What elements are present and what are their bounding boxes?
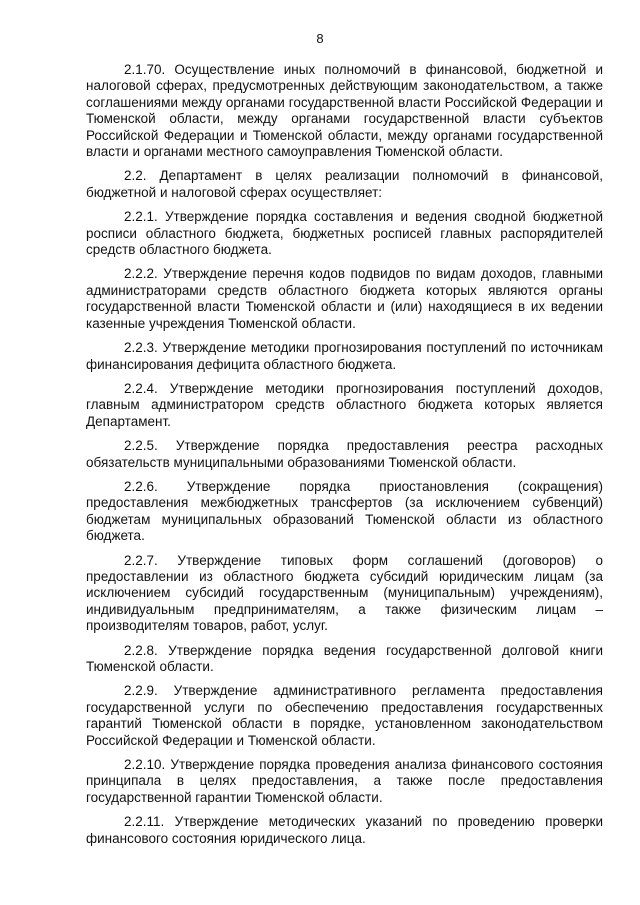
paragraph-2-2-1: 2.2.1. Утверждение порядка составления и ведения сводной бюджетной росписи областного бюджета, бюджетных росписей главных распорядителей средств областного бюджета. (86, 209, 603, 258)
paragraph-2-2-8: 2.2.8. Утверждение порядка ведения государственной долговой книги Тюменской области. (86, 642, 603, 674)
paragraph-2-2-6: 2.2.6. Утверждение порядка приостановления (сокращения) предоставления межбюджетных трансфертов (за исключением субвенций) бюджетам муниципальных образований Тюменской области из областного бюджета. (86, 478, 603, 544)
paragraph-2-2-2: 2.2.2. Утверждение перечня кодов подвидов по видам доходов, главными администраторами средств областного бюджета которых являются органы государственной власти Тюменской области и (или) находящиеся в их ведении казенные учреждения Тюменской области. (86, 266, 603, 331)
paragraph-2-2-3: 2.2.3. Утверждение методики прогнозирования поступлений по источникам финансирования дефицита областного бюджета. (86, 340, 603, 372)
page-number: 8 (316, 31, 324, 46)
document-body (86, 62, 603, 855)
paragraph-2-2: 2.2. Департамент в целях реализации полномочий в финансовой, бюджетной и налоговой сферах осуществляет: (86, 168, 603, 200)
paragraph-2-2-9: 2.2.9. Утверждение административного регламента предоставления государственной услуги по обеспечению предоставления государственных гарантий Тюменской области в порядке, установленном законодательством Российской Федерации и Тюменской области. (86, 683, 603, 748)
paragraph-2-2-7: 2.2.7. Утверждение типовых форм соглашений (договоров) о предоставлении из областного бюджета субсидий юридическим лицам (за исключением субсидий государственным (муниципальным) учреждениям), индивидуальным предпринимателям, а также физическим лицам – производителям товаров, работ, услуг. (86, 552, 603, 634)
paragraph-2-2-10: 2.2.10. Утверждение порядка проведения анализа финансового состояния принципала в целях предоставления, а также после предоставления государственной гарантии Тюменской области. (86, 757, 603, 805)
paragraph-2-2-4: 2.2.4. Утверждение методики прогнозирования поступлений доходов, главным администратором средств областного бюджета которых является Департамент. (86, 380, 603, 429)
paragraph-2-1-70: 2.1.70. Осуществление иных полномочий в финансовой, бюджетной и налоговой сферах, предусмотренных действующим законодательством, а также соглашениями между органами государственной власти Российской Федерации и Тюменской области, между органами государственной власти субъектов Российской Федерации и Тюменской области, между органами государственной власти и органами местного самоуправления Тюменской области. (86, 62, 603, 160)
paragraph-2-2-5: 2.2.5. Утверждение порядка предоставления реестра расходных обязательств муниципальными образованиями Тюменской области. (86, 438, 603, 470)
paragraph-2-2-11: 2.2.11. Утверждение методических указаний по проведению проверки финансового состояния юридического лица. (86, 814, 603, 846)
